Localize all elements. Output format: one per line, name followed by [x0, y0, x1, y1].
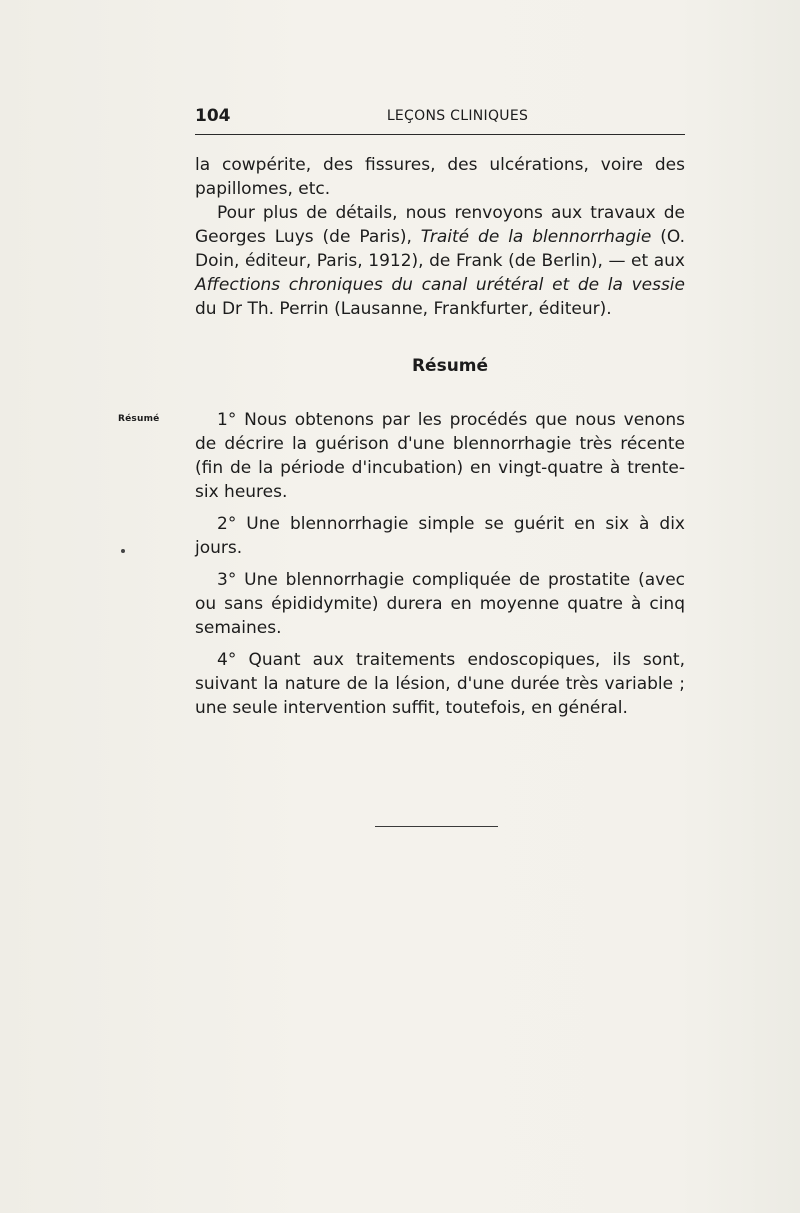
intro-paragraph-1: la cowpérite, des fissures, des ulcérations, voire des papillomes, etc. — [195, 155, 685, 199]
margin-note: Résumé — [118, 414, 160, 424]
para2-mid: (O. Doin, éditeur, Paris, 1912), de Frank (de Berlin), — et aux — [195, 227, 685, 271]
summary-item-3: 3° Une blennorrhagie compliquée de prostatite (avec ou sans épididymite) durera en moyenne quatre à cinq semaines. — [195, 570, 685, 638]
summary-item-4: 4° Quant aux traitements endoscopiques, ils sont, suivant la nature de la lésion, d'une durée très variable ; une seule intervention suffit, toutefois, en général. — [195, 650, 685, 718]
running-head — [195, 106, 685, 130]
intro-paragraph-2 — [195, 201, 685, 321]
stray-mark — [121, 549, 125, 553]
intro-text — [195, 153, 685, 321]
para2-end: du Dr Th. Perrin (Lausanne, Frankfurter, éditeur). — [195, 299, 612, 319]
header-rule — [195, 134, 685, 135]
page-number: 104 — [195, 106, 231, 126]
end-rule — [375, 826, 498, 827]
summary-item-1: 1° Nous obtenons par les procédés que nous venons de décrire la guérison d'une blennorrhagie très récente (fin de la période d'incubation) en vingt-quatre à trente-six heures. — [195, 410, 685, 502]
running-title: LEÇONS CLINIQUES — [386, 108, 529, 124]
section-title: Résumé — [411, 356, 489, 376]
summary-item-2: 2° Une blennorrhagie simple se guérit en six à dix jours. — [195, 514, 685, 558]
para2-start: Pour plus de détails, nous renvoyons aux travaux de Georges Luys (de Paris), — [195, 203, 685, 247]
work-title-2: Affections chroniques du canal urétéral et de la vessie — [195, 275, 685, 295]
work-title-1: Traité de la blennorrhagie — [420, 227, 652, 247]
summary-list — [195, 408, 685, 728]
